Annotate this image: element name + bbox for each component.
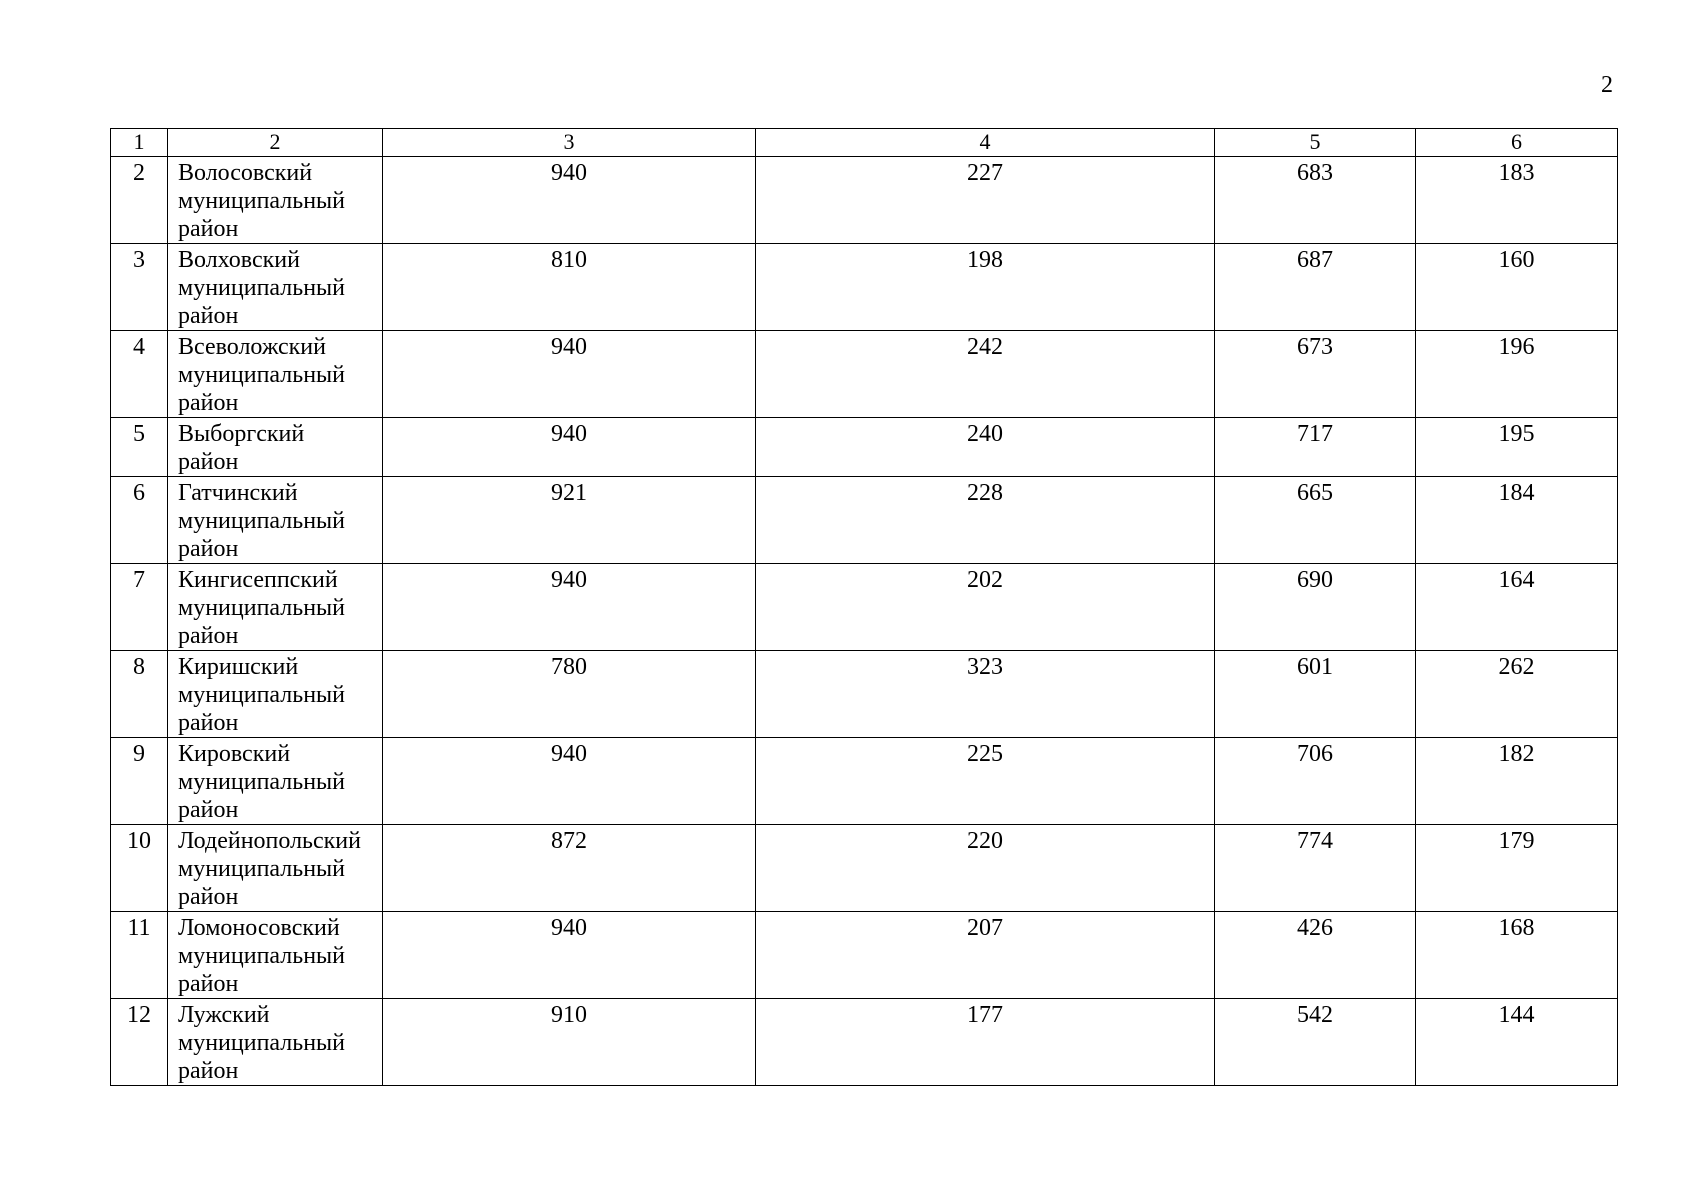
district-name-line: муниципальный xyxy=(178,595,346,621)
value-col5: 774 xyxy=(1215,825,1416,912)
value-col4: 177 xyxy=(756,999,1215,1086)
header-cell: 6 xyxy=(1416,129,1618,157)
table-row xyxy=(111,738,1618,825)
value-col6: 196 xyxy=(1416,331,1618,418)
table-row xyxy=(111,418,1618,477)
value-col4: 207 xyxy=(756,912,1215,999)
table-row xyxy=(111,331,1618,418)
table-row xyxy=(111,651,1618,738)
table-row xyxy=(111,999,1618,1086)
district-name-line: Волховский xyxy=(178,247,300,273)
value-col4: 225 xyxy=(756,738,1215,825)
value-col6: 182 xyxy=(1416,738,1618,825)
district-name-line: район xyxy=(178,216,239,242)
value-col5: 683 xyxy=(1215,157,1416,244)
row-number: 11 xyxy=(111,912,168,999)
value-col6: 262 xyxy=(1416,651,1618,738)
district-name-line: район xyxy=(178,536,239,562)
district-name-line: Ломоносовский xyxy=(178,915,340,941)
value-col4: 227 xyxy=(756,157,1215,244)
value-col6: 160 xyxy=(1416,244,1618,331)
value-col4: 323 xyxy=(756,651,1215,738)
value-col3: 810 xyxy=(383,244,756,331)
row-number: 8 xyxy=(111,651,168,738)
value-col6: 183 xyxy=(1416,157,1618,244)
district-name-line: Кировский xyxy=(178,741,291,767)
header-cell: 5 xyxy=(1215,129,1416,157)
value-col4: 240 xyxy=(756,418,1215,477)
district-name-line: муниципальный xyxy=(178,682,346,708)
district-name-line: Киришский xyxy=(178,654,299,680)
district-name-line: район xyxy=(178,1058,239,1084)
value-col5: 426 xyxy=(1215,912,1416,999)
table-header-row xyxy=(111,129,1618,157)
district-name-line: муниципальный xyxy=(178,769,346,795)
value-col4: 220 xyxy=(756,825,1215,912)
district-name-line: район xyxy=(178,884,239,910)
district-name xyxy=(168,564,383,651)
value-col6: 195 xyxy=(1416,418,1618,477)
row-number: 10 xyxy=(111,825,168,912)
row-number: 12 xyxy=(111,999,168,1086)
row-number: 2 xyxy=(111,157,168,244)
row-number: 7 xyxy=(111,564,168,651)
district-name xyxy=(168,157,383,244)
value-col4: 202 xyxy=(756,564,1215,651)
district-name xyxy=(168,738,383,825)
table-row xyxy=(111,477,1618,564)
value-col4: 198 xyxy=(756,244,1215,331)
value-col5: 542 xyxy=(1215,999,1416,1086)
district-name-line: Кингисеппский xyxy=(178,567,338,593)
value-col3: 940 xyxy=(383,331,756,418)
district-name xyxy=(168,912,383,999)
row-number: 3 xyxy=(111,244,168,331)
header-cell: 2 xyxy=(168,129,383,157)
value-col3: 872 xyxy=(383,825,756,912)
district-name-line: муниципальный xyxy=(178,188,346,214)
row-number: 6 xyxy=(111,477,168,564)
district-name-line: район xyxy=(178,971,239,997)
row-number: 5 xyxy=(111,418,168,477)
district-name-line: Лужский xyxy=(178,1002,270,1028)
district-name xyxy=(168,331,383,418)
value-col3: 780 xyxy=(383,651,756,738)
district-name xyxy=(168,825,383,912)
district-name-line: муниципальный xyxy=(178,856,346,882)
header-cell: 4 xyxy=(756,129,1215,157)
district-name xyxy=(168,244,383,331)
value-col6: 164 xyxy=(1416,564,1618,651)
data-table xyxy=(110,128,1618,1086)
value-col3: 910 xyxy=(383,999,756,1086)
value-col3: 940 xyxy=(383,418,756,477)
table-row xyxy=(111,825,1618,912)
table-row xyxy=(111,244,1618,331)
table-row xyxy=(111,912,1618,999)
value-col4: 228 xyxy=(756,477,1215,564)
district-name-line: район xyxy=(178,390,239,416)
district-name-line: Лодейнопольский xyxy=(178,828,361,854)
value-col6: 184 xyxy=(1416,477,1618,564)
district-name-line: район xyxy=(178,797,239,823)
value-col6: 144 xyxy=(1416,999,1618,1086)
value-col5: 717 xyxy=(1215,418,1416,477)
value-col5: 665 xyxy=(1215,477,1416,564)
district-name xyxy=(168,999,383,1086)
district-name-line: Всеволожский xyxy=(178,334,326,360)
district-name-line: Выборгский xyxy=(178,421,305,447)
value-col5: 706 xyxy=(1215,738,1416,825)
table-row xyxy=(111,157,1618,244)
value-col3: 940 xyxy=(383,738,756,825)
district-name-line: муниципальный xyxy=(178,275,346,301)
table-row xyxy=(111,564,1618,651)
value-col5: 673 xyxy=(1215,331,1416,418)
value-col3: 921 xyxy=(383,477,756,564)
district-name-line: район xyxy=(178,710,239,736)
district-name-line: Гатчинский xyxy=(178,480,298,506)
district-name-line: муниципальный xyxy=(178,1030,346,1056)
value-col3: 940 xyxy=(383,157,756,244)
value-col5: 601 xyxy=(1215,651,1416,738)
header-cell: 3 xyxy=(383,129,756,157)
row-number: 4 xyxy=(111,331,168,418)
district-name xyxy=(168,477,383,564)
district-name xyxy=(168,651,383,738)
district-name-line: район xyxy=(178,449,239,475)
district-name-line: Волосовский xyxy=(178,160,313,186)
district-name-line: муниципальный xyxy=(178,508,346,534)
district-name xyxy=(168,418,383,477)
district-name-line: район xyxy=(178,303,239,329)
value-col4: 242 xyxy=(756,331,1215,418)
district-name-line: район xyxy=(178,623,239,649)
value-col6: 168 xyxy=(1416,912,1618,999)
value-col5: 687 xyxy=(1215,244,1416,331)
header-cell: 1 xyxy=(111,129,168,157)
row-number: 9 xyxy=(111,738,168,825)
district-name-line: муниципальный xyxy=(178,943,346,969)
value-col5: 690 xyxy=(1215,564,1416,651)
district-name-line: муниципальный xyxy=(178,362,346,388)
value-col3: 940 xyxy=(383,912,756,999)
page-number: 2 xyxy=(1601,72,1613,98)
value-col6: 179 xyxy=(1416,825,1618,912)
value-col3: 940 xyxy=(383,564,756,651)
